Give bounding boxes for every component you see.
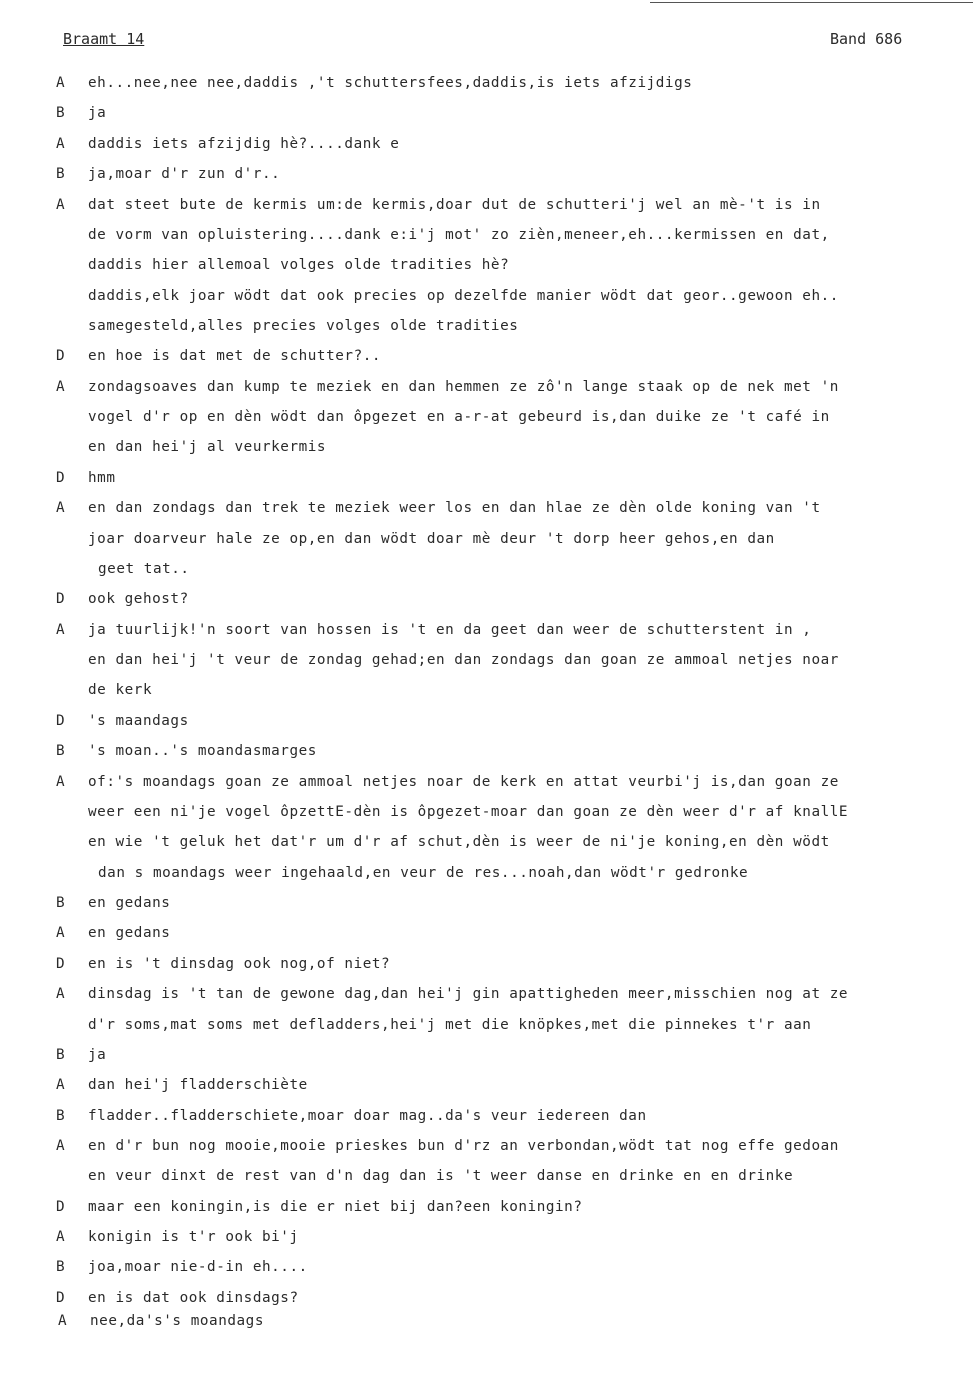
transcript-line: [0, 1045, 973, 1075]
speaker-label: A: [56, 773, 65, 790]
transcript-line: [0, 1136, 973, 1166]
speaker-label: A: [56, 500, 65, 517]
transcript-line: [0, 620, 973, 650]
utterance-text: ja: [88, 1046, 107, 1063]
speaker-label: A: [56, 1229, 65, 1246]
transcript-line: [0, 73, 973, 103]
speaker-label: A: [58, 1313, 67, 1330]
transcript-line: [0, 195, 973, 225]
utterance-text: ja tuurlijk!'n soort van hossen is 't en da geet dan weer de schutterstent in ,: [88, 621, 812, 638]
utterance-text: en veur dinxt de rest van d'n dag dan is 't weer danse en drinke en en drinke: [88, 1168, 794, 1185]
speaker-label: D: [56, 712, 65, 729]
transcript-line: [0, 316, 973, 346]
utterance-text: en dan zondags dan trek te meziek weer los en dan hlae ze dèn olde koning van 't: [88, 500, 821, 517]
speaker-label: D: [56, 1198, 65, 1215]
utterance-text: weer een ni'je vogel ôpzettE-dèn is ôpgezet-moar dan goan ze dèn weer d'r af knallE: [88, 803, 849, 820]
speaker-label: B: [56, 1046, 65, 1063]
transcript-line: [0, 1197, 973, 1227]
utterance-text: en d'r bun nog mooie,mooie prieskes bun d'rz an verbondan,wödt tat nog effe gedoan: [88, 1138, 839, 1154]
speaker-label: A: [56, 135, 65, 152]
transcript-line: [0, 1075, 973, 1105]
utterance-text: de kerk: [88, 682, 153, 699]
speaker-label: A: [56, 75, 65, 91]
transcript-line: [0, 832, 973, 862]
transcript-line: [0, 680, 973, 710]
utterance-text: zondagsoaves dan kump te meziek en dan hemmen ze zô'n lange staak op de nek met 'n: [88, 378, 839, 395]
transcript-line: [0, 346, 973, 376]
speaker-label: B: [56, 166, 65, 183]
utterance-text: maar een koningin,is die er niet bij dan?een koningin?: [88, 1198, 583, 1215]
utterance-text: en wie 't geluk het dat'r um d'r af schut,dèn is weer de ni'je koning,en dèn wödt: [88, 834, 830, 851]
utterance-text: joar doarveur hale ze op,en dan wödt doar mè deur 't dorp heer gehos,en dan: [88, 530, 775, 547]
transcript-line: [0, 1257, 973, 1287]
transcript-line: [0, 863, 973, 893]
transcript-line: [0, 377, 973, 407]
speaker-label: A: [56, 1138, 65, 1154]
speaker-label: A: [56, 378, 65, 395]
transcript-line: [0, 954, 973, 984]
transcript-line: [0, 498, 973, 528]
speaker-label: B: [56, 1259, 65, 1276]
transcript-line: [0, 529, 973, 559]
speaker-label: D: [56, 348, 65, 365]
utterance-text: geet tat..: [98, 560, 190, 577]
top-rule: [650, 2, 973, 3]
transcript-line: [0, 468, 973, 498]
utterance-text: hmm: [88, 469, 116, 486]
transcript-line: [0, 559, 973, 589]
header-right: Band 686: [830, 30, 903, 48]
utterance-text: ja: [88, 105, 107, 122]
utterance-text: 's moan..'s moandasmarges: [88, 743, 317, 760]
utterance-text: en hoe is dat met de schutter?..: [88, 348, 382, 365]
speaker-label: B: [56, 1107, 65, 1124]
transcript-line: [0, 407, 973, 437]
transcript-line: [0, 650, 973, 680]
transcript-line: [0, 772, 973, 802]
utterance-text: dat steet bute de kermis um:de kermis,doar dut de schutteri'j wel an mè-'t is in: [88, 196, 821, 213]
utterance-text: en dan hei'j 't veur de zondag gehad;en dan zondags dan goan ze ammoal netjes noar: [88, 652, 839, 668]
transcript-line: [0, 984, 973, 1014]
transcript-line: [0, 741, 973, 771]
utterance-text: dinsdag is 't tan de gewone dag,dan hei'j gin apattigheden meer,misschien nog at ze: [88, 986, 849, 1003]
speaker-label: B: [56, 743, 65, 760]
transcript-line: [0, 225, 973, 255]
transcript-line: [0, 893, 973, 923]
utterance-text: samegesteld,alles precies volges olde tradities: [88, 318, 519, 334]
utterance-text: d'r soms,mat soms met defladders,hei'j met die knöpkes,met die pinnekes t'r aan: [88, 1016, 812, 1033]
speaker-label: D: [56, 469, 65, 486]
utterance-text: daddis,elk joar wödt dat ook precies op dezelfde manier wödt dat geor..gewoon eh..: [88, 287, 839, 304]
utterance-text: ook gehost?: [88, 591, 189, 608]
speaker-label: D: [56, 1289, 65, 1306]
transcript-line: [0, 134, 973, 164]
utterance-text: daddis iets afzijdig hè?....dank e: [88, 135, 400, 152]
transcript-line: [0, 802, 973, 832]
speaker-label: A: [56, 1077, 65, 1094]
transcript-line: [0, 437, 973, 467]
utterance-text: de vorm van opluistering....dank e:i'j mot' zo zièn,meneer,eh...kermissen en dat,: [88, 226, 830, 243]
utterance-text: joa,moar nie-d-in eh....: [88, 1259, 308, 1276]
speaker-label: A: [56, 196, 65, 213]
utterance-text: en dan hei'j al veurkermis: [88, 439, 327, 456]
speaker-label: A: [56, 925, 65, 942]
header-left: Braamt 14: [63, 30, 145, 48]
speaker-label: A: [56, 621, 65, 638]
transcript-line: [0, 103, 973, 133]
utterance-text: eh...nee,nee nee,daddis ,'t schuttersfees,daddis,is iets afzijdigs: [88, 75, 693, 91]
utterance-text: nee,da's's moandags: [90, 1313, 264, 1330]
speaker-label: D: [56, 955, 65, 972]
transcript-line: [0, 923, 973, 953]
transcript-line: [0, 711, 973, 741]
transcript-line: [0, 255, 973, 285]
transcript-line: [0, 164, 973, 194]
utterance-text: en gedans: [88, 925, 171, 942]
utterance-text: of:'s moandags goan ze ammoal netjes noar de kerk en attat veurbi'j is,dan goan ze: [88, 773, 839, 790]
utterance-text: fladder..fladderschiete,moar doar mag..da's veur iedereen dan: [88, 1107, 647, 1124]
speaker-label: A: [56, 986, 65, 1003]
transcript-line: [0, 1227, 973, 1257]
transcript-line: [0, 1106, 973, 1136]
transcript-line: [0, 1015, 973, 1045]
utterance-text: en gedans: [88, 895, 171, 911]
speaker-label: B: [56, 105, 65, 122]
utterance-text: dan hei'j fladderschiète: [88, 1077, 308, 1094]
speaker-label: D: [56, 591, 65, 608]
transcript-line: [0, 1311, 973, 1341]
transcript-line: [0, 589, 973, 619]
utterance-text: ja,moar d'r zun d'r..: [88, 166, 281, 183]
transcript-line: [0, 286, 973, 316]
utterance-text: konigin is t'r ook bi'j: [88, 1229, 299, 1246]
utterance-text: dan s moandags weer ingehaald,en veur de res...noah,dan wödt'r gedronke: [98, 864, 749, 881]
transcript-line: [0, 1166, 973, 1196]
utterance-text: daddis hier allemoal volges olde tradities hè?: [88, 257, 510, 274]
speaker-label: B: [56, 895, 65, 911]
utterance-text: en is dat ook dinsdags?: [88, 1289, 299, 1306]
utterance-text: 's maandags: [88, 712, 189, 729]
utterance-text: en is 't dinsdag ook nog,of niet?: [88, 955, 391, 972]
utterance-text: vogel d'r op en dèn wödt dan ôpgezet en a-r-at gebeurd is,dan duike ze 't café in: [88, 409, 830, 426]
